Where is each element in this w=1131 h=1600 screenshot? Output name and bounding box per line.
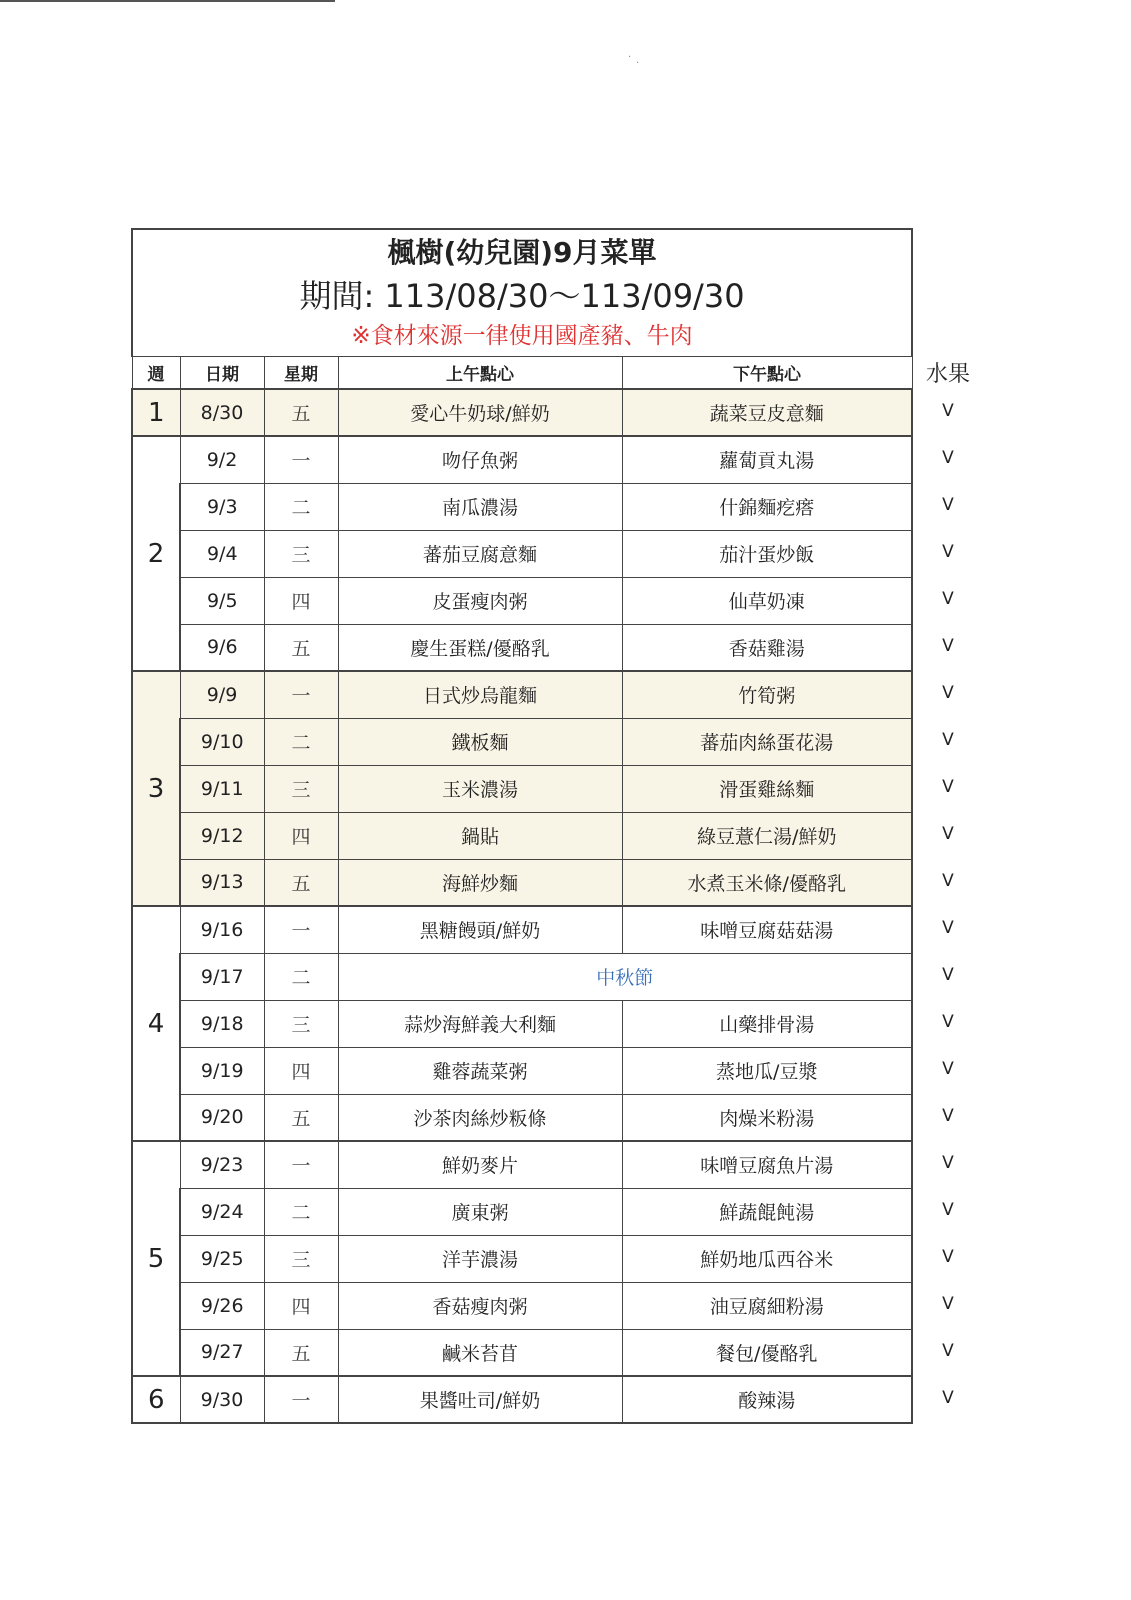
- am-snack-cell: 南瓜濃湯: [338, 483, 622, 530]
- weekday-cell: 二: [264, 718, 338, 765]
- week-number: 2: [132, 436, 180, 671]
- week-number: 4: [132, 906, 180, 1141]
- weekday-cell: 四: [264, 577, 338, 624]
- holiday-cell: 中秋節: [338, 953, 912, 1000]
- fruit-mark: V: [942, 683, 954, 703]
- fruit-mark: V: [942, 589, 954, 609]
- am-snack-cell: 皮蛋瘦肉粥: [338, 577, 622, 624]
- pm-snack-cell: 鮮奶地瓜西谷米: [622, 1235, 912, 1282]
- date-cell: 9/9: [180, 671, 264, 718]
- pm-snack-cell: 油豆腐細粉湯: [622, 1282, 912, 1329]
- weekday-cell: 三: [264, 1000, 338, 1047]
- date-cell: 9/5: [180, 577, 264, 624]
- pm-snack-cell: 滑蛋雞絲麵: [622, 765, 912, 812]
- menu-row: [132, 765, 912, 812]
- date-cell: 8/30: [180, 389, 264, 436]
- menu-row: [132, 906, 912, 953]
- pm-snack-cell: 香菇雞湯: [622, 624, 912, 671]
- am-snack-cell: 鮮奶麥片: [338, 1141, 622, 1188]
- menu-row: [132, 953, 912, 1000]
- pm-snack-cell: 味噌豆腐菇菇湯: [622, 906, 912, 953]
- date-cell: 9/12: [180, 812, 264, 859]
- scan-speck: ·: [628, 52, 632, 63]
- header-fruit: 水果: [925, 362, 970, 387]
- menu-row: [132, 1047, 912, 1094]
- am-snack-cell: 洋芋濃湯: [338, 1235, 622, 1282]
- am-snack-cell: 沙茶肉絲炒粄條: [338, 1094, 622, 1141]
- weekday-cell: 五: [264, 859, 338, 906]
- fruit-mark: V: [942, 542, 954, 562]
- fruit-mark: V: [942, 1341, 954, 1361]
- fruit-mark: V: [942, 1388, 954, 1408]
- pm-snack-cell: 酸辣湯: [622, 1376, 912, 1423]
- weekday-cell: 二: [264, 483, 338, 530]
- pm-snack-cell: 肉燥米粉湯: [622, 1094, 912, 1141]
- week-number: 3: [132, 671, 180, 906]
- weekday-cell: 五: [264, 1094, 338, 1141]
- date-cell: 9/24: [180, 1188, 264, 1235]
- am-snack-cell: 鹹米苔苜: [338, 1329, 622, 1376]
- menu-row: [132, 1235, 912, 1282]
- am-snack-cell: 蕃茄豆腐意麵: [338, 530, 622, 577]
- fruit-mark: V: [942, 824, 954, 844]
- menu-row: [132, 718, 912, 765]
- am-snack-cell: 香菇瘦肉粥: [338, 1282, 622, 1329]
- date-cell: 9/3: [180, 483, 264, 530]
- date-cell: 9/25: [180, 1235, 264, 1282]
- menu-title: 楓樹(幼兒園)9月菜單: [387, 236, 657, 269]
- date-cell: 9/23: [180, 1141, 264, 1188]
- am-snack-cell: 愛心牛奶球/鮮奶: [338, 389, 622, 436]
- date-cell: 9/27: [180, 1329, 264, 1376]
- fruit-mark: V: [942, 636, 954, 656]
- am-snack-cell: 鐵板麵: [338, 718, 622, 765]
- pm-snack-cell: 蒸地瓜/豆漿: [622, 1047, 912, 1094]
- weekday-cell: 三: [264, 530, 338, 577]
- am-snack-cell: 鍋貼: [338, 812, 622, 859]
- pm-snack-cell: 竹筍粥: [622, 671, 912, 718]
- date-cell: 9/20: [180, 1094, 264, 1141]
- am-snack-cell: 廣東粥: [338, 1188, 622, 1235]
- pm-snack-cell: 水煮玉米條/優酪乳: [622, 859, 912, 906]
- weekday-cell: 二: [264, 953, 338, 1000]
- date-cell: 9/18: [180, 1000, 264, 1047]
- pm-snack-cell: 綠豆薏仁湯/鮮奶: [622, 812, 912, 859]
- date-cell: 9/16: [180, 906, 264, 953]
- scan-edge-line: [0, 0, 335, 2]
- pm-snack-cell: 味噌豆腐魚片湯: [622, 1141, 912, 1188]
- scan-speck: ·: [636, 58, 640, 69]
- fruit-mark: V: [942, 1012, 954, 1032]
- pm-snack-cell: 蕃茄肉絲蛋花湯: [622, 718, 912, 765]
- fruit-mark: V: [942, 777, 954, 797]
- menu-row: [132, 1329, 912, 1376]
- menu-row: [132, 577, 912, 624]
- menu-row: [132, 530, 912, 577]
- menu-period: 期間: 113/08/30～113/09/30: [299, 277, 745, 315]
- weekday-cell: 一: [264, 1141, 338, 1188]
- fruit-mark: V: [942, 1247, 954, 1267]
- header-row: [132, 357, 912, 390]
- date-cell: 9/17: [180, 953, 264, 1000]
- date-cell: 9/19: [180, 1047, 264, 1094]
- fruit-mark: V: [942, 1106, 954, 1126]
- date-cell: 9/30: [180, 1376, 264, 1423]
- ingredient-note: ※食材來源一律使用國產豬、牛肉: [351, 323, 693, 349]
- date-cell: 9/26: [180, 1282, 264, 1329]
- am-snack-cell: 日式炒烏龍麵: [338, 671, 622, 718]
- fruit-mark: V: [942, 448, 954, 468]
- am-snack-cell: 慶生蛋糕/優酪乳: [338, 624, 622, 671]
- fruit-mark: V: [942, 871, 954, 891]
- fruit-column: [920, 388, 976, 1422]
- date-cell: 9/13: [180, 859, 264, 906]
- fruit-mark: V: [942, 1294, 954, 1314]
- menu-row: [132, 436, 912, 483]
- am-snack-cell: 玉米濃湯: [338, 765, 622, 812]
- menu-row: [132, 859, 912, 906]
- fruit-mark: V: [942, 730, 954, 750]
- weekday-cell: 四: [264, 1282, 338, 1329]
- date-cell: 9/10: [180, 718, 264, 765]
- menu-row: [132, 1141, 912, 1188]
- fruit-mark: V: [942, 965, 954, 985]
- fruit-mark: V: [942, 401, 954, 421]
- fruit-mark: V: [942, 918, 954, 938]
- date-cell: 9/2: [180, 436, 264, 483]
- weekday-cell: 五: [264, 624, 338, 671]
- header-week: 週: [132, 357, 180, 390]
- weekday-cell: 四: [264, 812, 338, 859]
- weekday-cell: 一: [264, 436, 338, 483]
- am-snack-cell: 黑糖饅頭/鮮奶: [338, 906, 622, 953]
- menu-row: [132, 483, 912, 530]
- pm-snack-cell: 山藥排骨湯: [622, 1000, 912, 1047]
- header-am-snack: 上午點心: [338, 357, 622, 390]
- header-dow: 星期: [264, 357, 338, 390]
- header-date: 日期: [180, 357, 264, 390]
- title-block: [132, 229, 912, 357]
- pm-snack-cell: 仙草奶凍: [622, 577, 912, 624]
- menu-row: [132, 671, 912, 718]
- am-snack-cell: 雞蓉蔬菜粥: [338, 1047, 622, 1094]
- header-pm-snack: 下午點心: [622, 357, 912, 390]
- pm-snack-cell: 什錦麵疙瘩: [622, 483, 912, 530]
- menu-row: [132, 812, 912, 859]
- pm-snack-cell: 蘿蔔貢丸湯: [622, 436, 912, 483]
- menu-row: [132, 1188, 912, 1235]
- weekday-cell: 四: [264, 1047, 338, 1094]
- pm-snack-cell: 蔬菜豆皮意麵: [622, 389, 912, 436]
- week-number: 5: [132, 1141, 180, 1376]
- weekday-cell: 二: [264, 1188, 338, 1235]
- weekday-cell: 五: [264, 1329, 338, 1376]
- menu-table: [131, 228, 913, 1424]
- date-cell: 9/6: [180, 624, 264, 671]
- am-snack-cell: 海鮮炒麵: [338, 859, 622, 906]
- menu-row: [132, 1282, 912, 1329]
- fruit-mark: V: [942, 495, 954, 515]
- menu-row: [132, 1094, 912, 1141]
- weekday-cell: 一: [264, 906, 338, 953]
- fruit-mark: V: [942, 1059, 954, 1079]
- weekday-cell: 三: [264, 765, 338, 812]
- weekday-cell: 一: [264, 671, 338, 718]
- menu-row: [132, 624, 912, 671]
- fruit-mark: V: [942, 1200, 954, 1220]
- menu-row: [132, 1376, 912, 1423]
- week-number: 1: [132, 389, 180, 436]
- week-number: 6: [132, 1376, 180, 1423]
- pm-snack-cell: 茄汁蛋炒飯: [622, 530, 912, 577]
- date-cell: 9/11: [180, 765, 264, 812]
- menu-row: [132, 389, 912, 436]
- weekday-cell: 三: [264, 1235, 338, 1282]
- weekday-cell: 一: [264, 1376, 338, 1423]
- am-snack-cell: 吻仔魚粥: [338, 436, 622, 483]
- weekday-cell: 五: [264, 389, 338, 436]
- pm-snack-cell: 餐包/優酪乳: [622, 1329, 912, 1376]
- pm-snack-cell: 鮮蔬餛飩湯: [622, 1188, 912, 1235]
- fruit-mark: V: [942, 1153, 954, 1173]
- am-snack-cell: 蒜炒海鮮義大利麵: [338, 1000, 622, 1047]
- date-cell: 9/4: [180, 530, 264, 577]
- am-snack-cell: 果醬吐司/鮮奶: [338, 1376, 622, 1423]
- menu-row: [132, 1000, 912, 1047]
